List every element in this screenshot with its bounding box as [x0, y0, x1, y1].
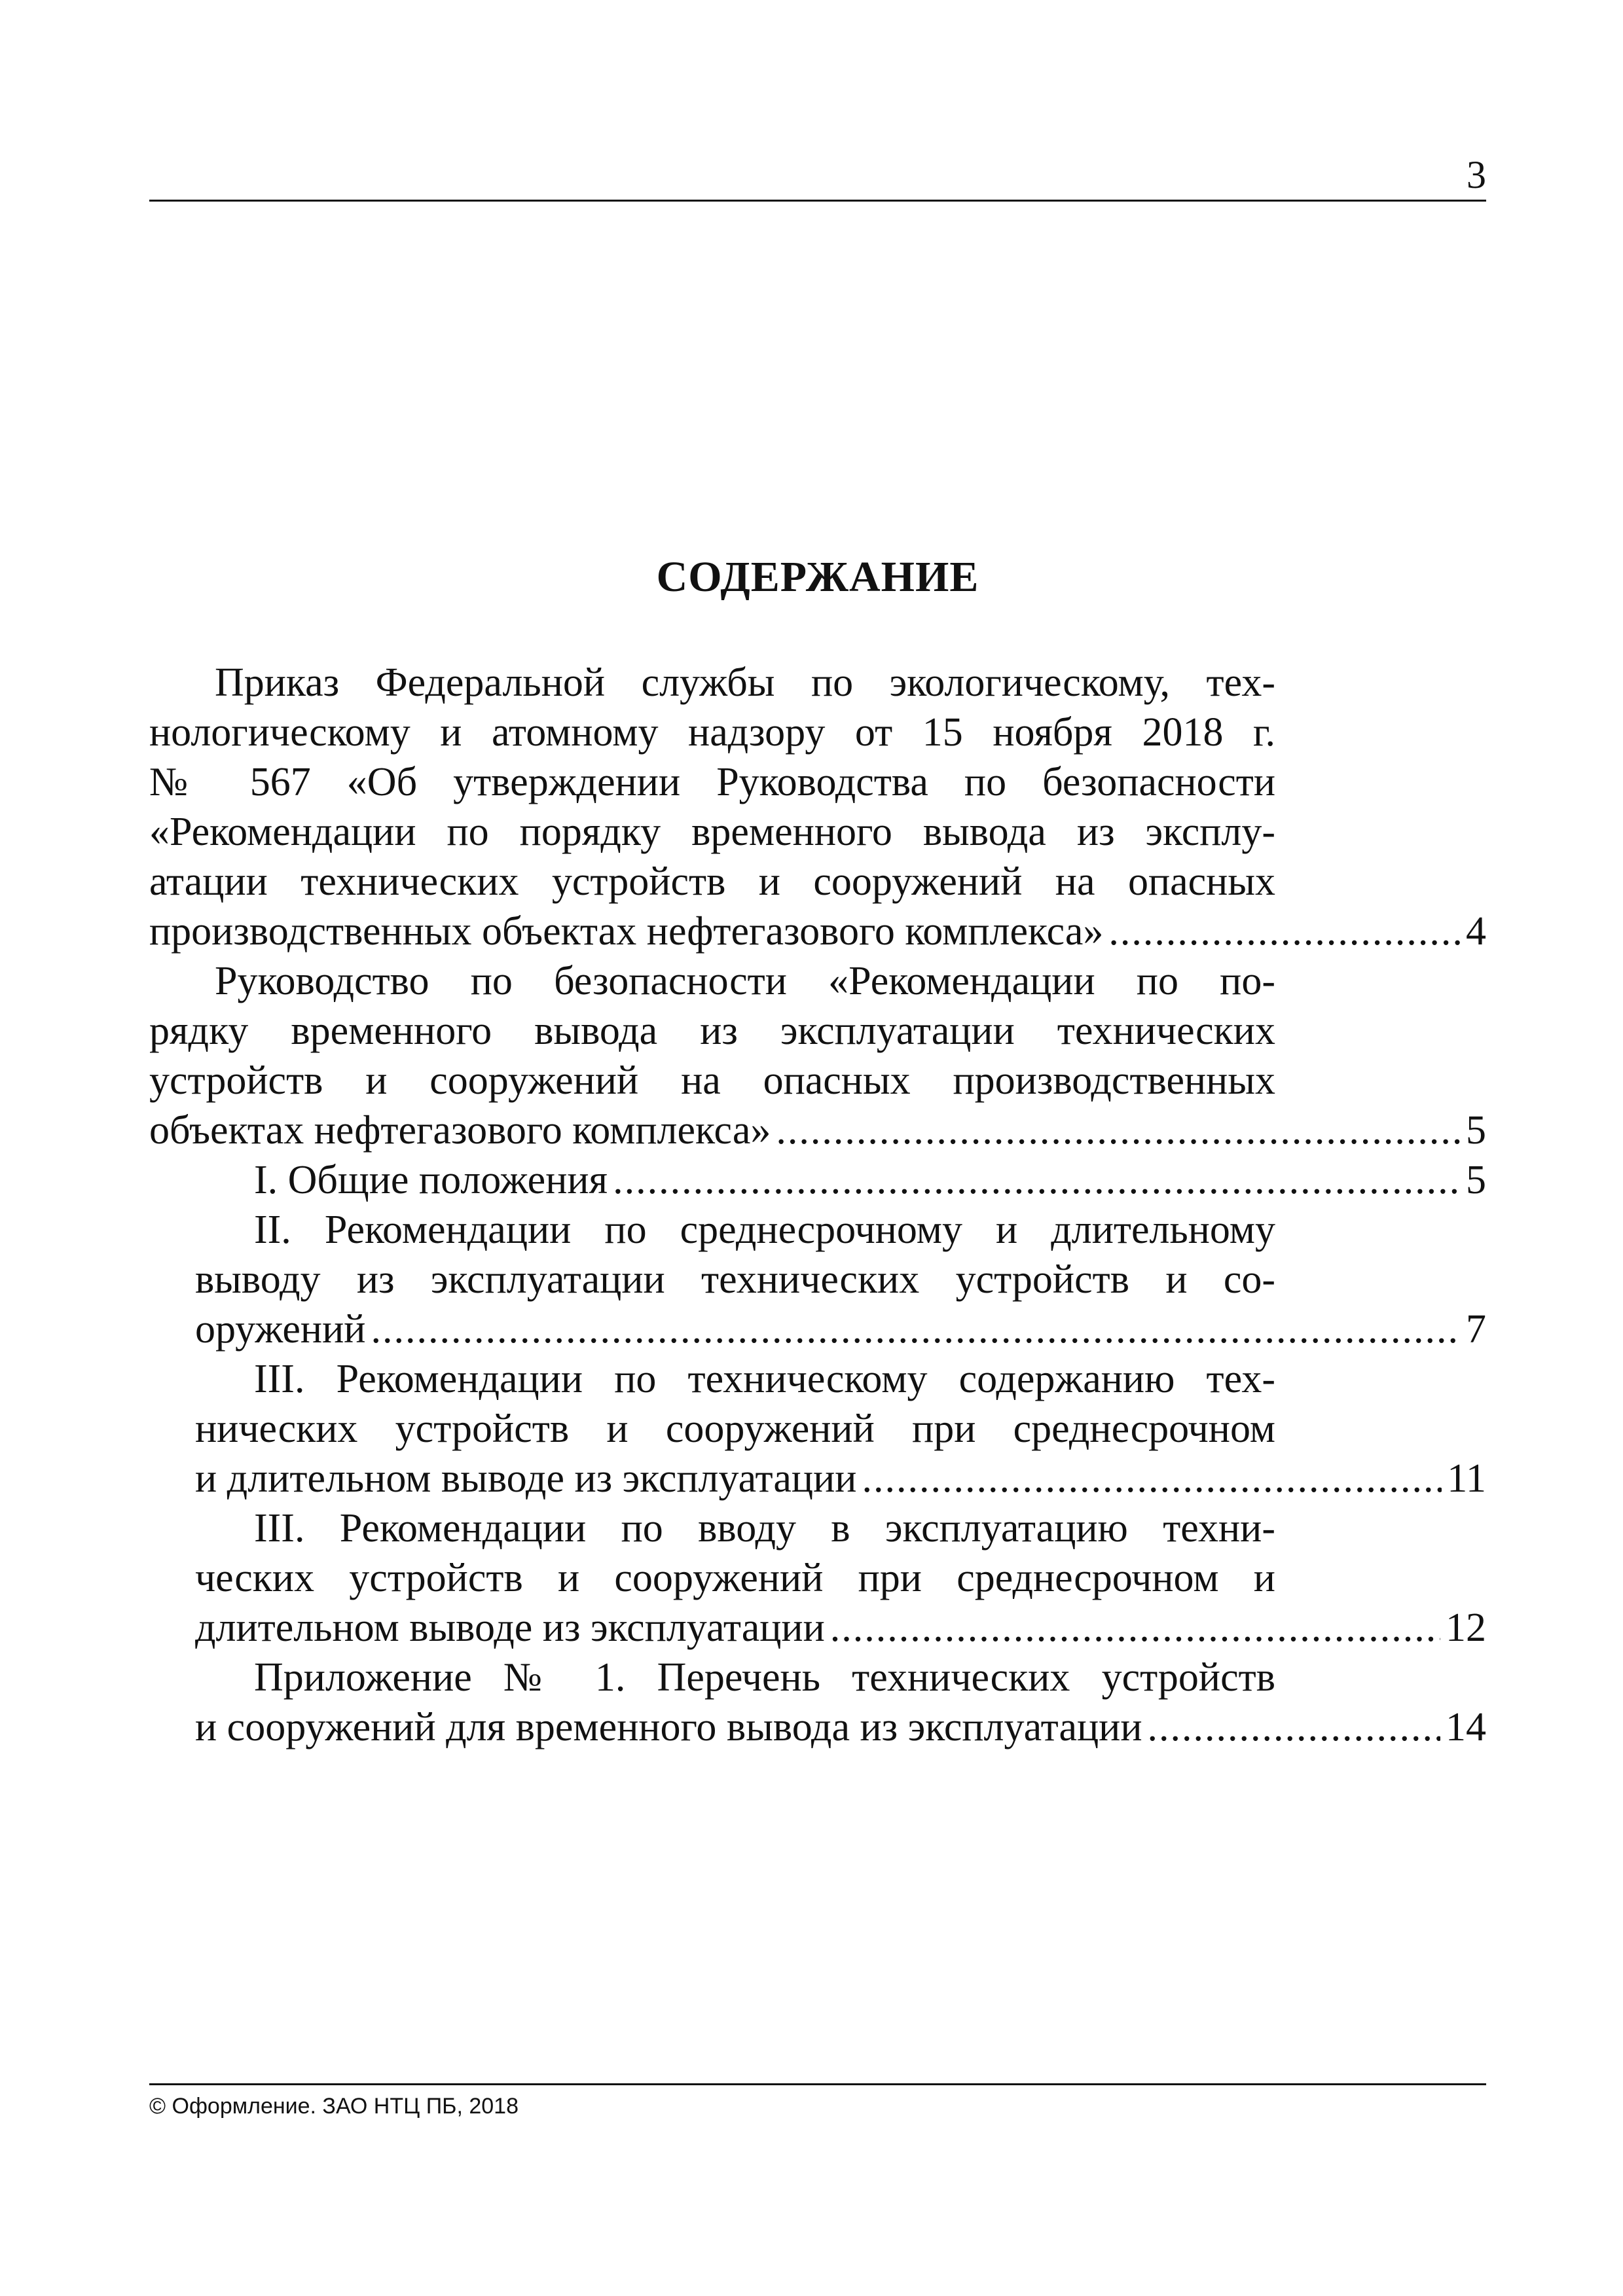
dot-leader [862, 1454, 1442, 1503]
toc-line: производственных объектах нефтегазового комплекса» [149, 909, 1104, 954]
toc-line: «Рекомендации по порядку временного вывода из эксплу- [149, 810, 1275, 854]
dot-leader [830, 1603, 1440, 1653]
header-rule [149, 200, 1486, 202]
toc-last-line [149, 1304, 1486, 1354]
page-title: СОДЕРЖАНИЕ [656, 553, 979, 601]
toc-line: устройств и сооружений на опасных производственных [149, 1058, 1275, 1103]
table-of-contents [149, 658, 1486, 1752]
dot-leader [776, 1105, 1461, 1155]
toc-page-number: 12 [1446, 1605, 1486, 1650]
toc-entry-section-2[interactable] [149, 1205, 1486, 1354]
toc-line: атации технических устройств и сооружений на опасных [149, 859, 1275, 904]
toc-line: ческих устройств и сооружений при среднесрочном и [195, 1556, 1275, 1600]
toc-line: II. Рекомендации по среднесрочному и длительному [254, 1208, 1275, 1252]
toc-line: Приложение № 1. Перечень технических устройств [254, 1655, 1275, 1700]
toc-line: III. Рекомендации по техническому содержанию тех- [254, 1357, 1275, 1401]
toc-line: нологическому и атомному надзору от 15 ноября 2018 г. [149, 710, 1275, 755]
toc-entry-section-3[interactable] [149, 1354, 1486, 1503]
page-number: 3 [1467, 153, 1486, 196]
toc-page-number: 5 [1466, 1108, 1486, 1153]
toc-line: III. Рекомендации по вводу в эксплуатацию техни- [254, 1506, 1275, 1551]
toc-line: нических устройств и сооружений при среднесрочном [195, 1407, 1275, 1451]
toc-entry-guide[interactable] [149, 956, 1486, 1155]
toc-line: № 567 «Об утверждении Руководства по безопасности [149, 760, 1275, 804]
toc-page-number: 4 [1466, 909, 1486, 954]
dot-leader [1148, 1702, 1441, 1752]
toc-line: выводу из эксплуатации технических устройств и со- [195, 1257, 1275, 1302]
toc-page-number: 5 [1466, 1158, 1486, 1202]
toc-line: и длительном выводе из эксплуатации [195, 1456, 857, 1501]
toc-page-number: 11 [1447, 1456, 1486, 1501]
toc-entry-section-1[interactable] [149, 1155, 1486, 1205]
toc-last-line [149, 1105, 1486, 1155]
toc-line: оружений [195, 1307, 366, 1352]
toc-entry-order[interactable] [149, 658, 1486, 956]
toc-line: длительном выводе из эксплуатации [195, 1605, 825, 1650]
copyright-footer: © Оформление. ЗАО НТЦ ПБ, 2018 [149, 2094, 519, 2119]
toc-line: Приказ Федеральной службы по экологическому, тех- [215, 660, 1275, 705]
toc-line: Руководство по безопасности «Рекомендации по по- [215, 959, 1275, 1003]
toc-line: I. Общие положения [254, 1158, 608, 1202]
toc-line: и сооружений для временного вывода из эксплуатации [195, 1705, 1142, 1749]
toc-last-line [149, 1603, 1486, 1653]
toc-last-line [149, 1454, 1486, 1503]
toc-line: рядку временного вывода из эксплуатации технических [149, 1009, 1275, 1053]
toc-entry-appendix-1[interactable] [149, 1653, 1486, 1752]
toc-page-number: 7 [1466, 1307, 1486, 1352]
toc-line: объектах нефтегазового комплекса» [149, 1108, 771, 1153]
dot-leader [371, 1304, 1461, 1354]
dot-leader [613, 1155, 1461, 1205]
toc-page-number: 14 [1446, 1705, 1486, 1749]
footer-rule [149, 2083, 1486, 2085]
toc-last-line [149, 906, 1486, 956]
toc-last-line [149, 1702, 1486, 1752]
toc-entry-section-4[interactable] [149, 1503, 1486, 1653]
toc-last-line [149, 1155, 1486, 1205]
dot-leader [1108, 906, 1461, 956]
